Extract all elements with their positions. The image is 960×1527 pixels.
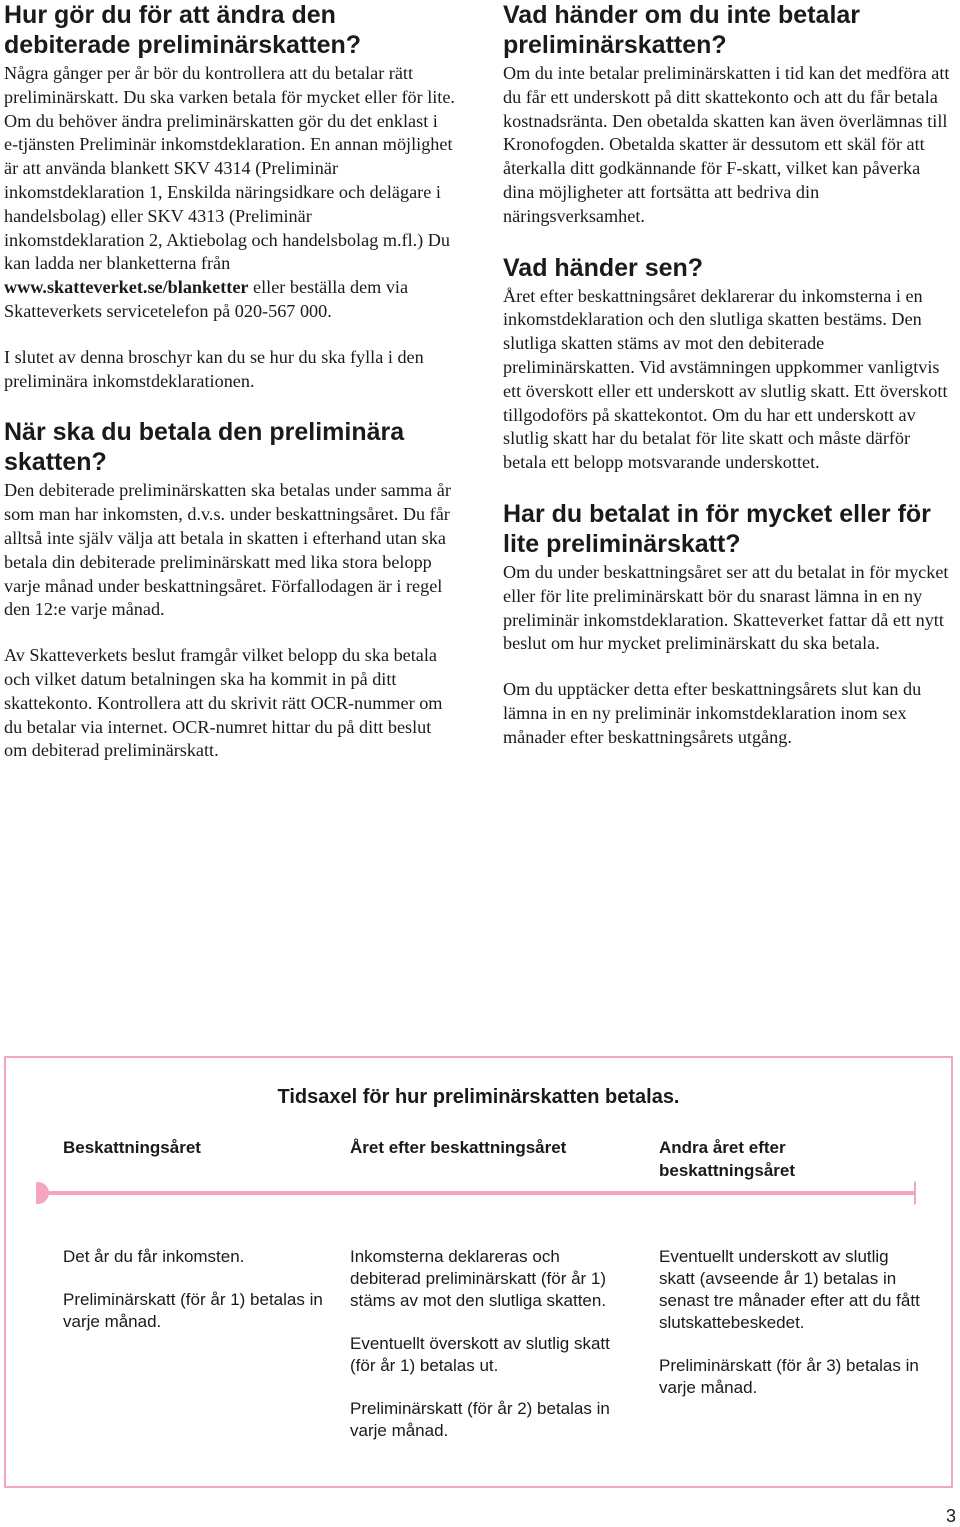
timeline-item: Preliminärskatt (för år 2) betalas in varje månad. [350,1399,610,1440]
paragraph-text: Några gånger per år bör du kontrollera att du betalar rätt preliminärskatt. Du ska varken betala för mycket eller för lite. Om du behöver ändra preliminärskatten gör du det enklast i e-tjänsten Preliminär inkomstdeklaration. En annan möjlighet är att använda blankett SKV 4314 (Preliminär inkomstdeklaration 1, Enskilda näringsidkare och delägare i handelsbolag) eller SKV 4313 (Preliminär inkomstdeklaration 2, Aktiebolag och handelsbolag m.fl.) Du kan ladda ner blanketterna från [4,63,455,274]
section-title: Har du betalat in för mycket eller för lite preliminärskatt? [503,499,931,558]
paragraph: Den debiterade preliminärskatten ska betalas under samma år som man har inkomsten, d.v.s. under beskattningsåret. Du får alltså inte själv välja att betala in skatten i efterhand utan ska betala din debiterade preliminärskatt med lika stora belopp varje månad under beskattningsåret. Förfallodagen är i regel den 12:e varje månad. [4,480,451,620]
timeline-column-year2 [350,1246,620,1463]
left-column [4,0,456,763]
timeline-item: Eventuellt underskott av slutlig skatt (avseende år 1) betalas in senast tre månader efter att du fått slutskattebeskedet. [659,1247,920,1332]
timeline-axis [36,1178,916,1208]
timeline-title: Tidsaxel för hur preliminärskatten betalas. [277,1086,680,1108]
timeline-arrow-icon [914,1181,916,1205]
paragraph: Om du under beskattningsåret ser att du betalat in för mycket eller för lite preliminärskatt bör du snarast lämna in en ny preliminär inkomstdeklaration. Skatteverket fattar då ett nytt beslut om hur mycket preliminärskatt du ska betala. [503,561,949,654]
timeline-item: Det år du får inkomsten. [63,1247,245,1266]
timeline-column-year1 [63,1246,323,1354]
section-title: Vad händer sen? [503,253,704,282]
paragraph: Året efter beskattningsåret deklarerar du inkomsterna i en inkomstdeklaration och den slutliga skatten bestäms. Den slutliga skatten stäms av mot den debiterade preliminärskatten. Vid avstämningen uppkommer vanligtvis ett överskott eller ett underskott av slutlig skatt. Ett överskott tillgodoförs på skattekontot. Om du har ett underskott av slutlig skatt har du betalat för lite skatt och måste därför betala ett belopp motsvarande underskottet. [503,285,948,473]
blanketter-link[interactable]: www.skatteverket.se/blanketter [4,277,249,298]
paragraph: Av Skatteverkets beslut framgår vilket belopp du ska betala och vilket datum betalningen ska ha kommit in på ditt skattekonto. Kontrollera att du skrivit rätt OCR-nummer om du betalar via internet. OCR-numret hittar du på ditt beslut om debiterad preliminärskatt. [4,645,443,761]
timeline-column-year3 [659,1246,929,1420]
timeline-heading-year1: Beskattningsåret [63,1138,201,1157]
section-title: När ska du betala den preliminära skatten? [4,418,405,477]
paragraph: Om du upptäcker detta efter beskattningsårets slut kan du lämna in en ny preliminär inkomstdeklaration inom sex månader efter beskattningsårets utgång. [503,679,922,747]
timeline-item: Eventuellt överskott av slutlig skatt (för år 1) betalas ut. [350,1334,610,1375]
timeline-item: Preliminärskatt (för år 1) betalas in varje månad. [63,1290,323,1331]
paragraph-text: eller beställa dem via Skatteverkets servicetelefon på 020-567 000. [4,277,409,321]
paragraph: I slutet av denna broschyr kan du se hur du ska fylla i den preliminära inkomstdeklarationen. [4,346,424,391]
timeline-box [4,1056,953,1488]
section-title: Vad händer om du inte betalar preliminärskatten? [503,1,861,59]
timeline-item: Preliminärskatt (för år 3) betalas in varje månad. [659,1356,919,1397]
paragraph: Om du inte betalar preliminärskatten i tid kan det medföra att du får ett underskott på ditt skattekonto och att du får betala kostnadsränta. Den obetalda skatten kan även överlämnas till Kronofogden. Obetalda skatter är dessutom ett skäl för att återkalla ditt godkännande för F-skatt, vilket kan påverka dina möjligheter att fortsätta att bedriva din näringsverksamhet. [503,63,950,226]
right-column [503,0,955,750]
page-number: 3 [945,1506,956,1526]
timeline-item: Inkomsterna deklareras och debiterad preliminärskatt (för år 1) stäms av mot den slutliga skatten. [350,1247,607,1310]
timeline-start-dot [36,1182,49,1204]
timeline-heading-year2: Året efter beskattningsåret [350,1138,567,1157]
paragraph [4,62,456,324]
timeline-heading-year3: Andra året efter beskattningsåret [659,1138,796,1180]
section-title: Hur gör du för att ändra den debiterade preliminärskatten? [4,1,362,59]
